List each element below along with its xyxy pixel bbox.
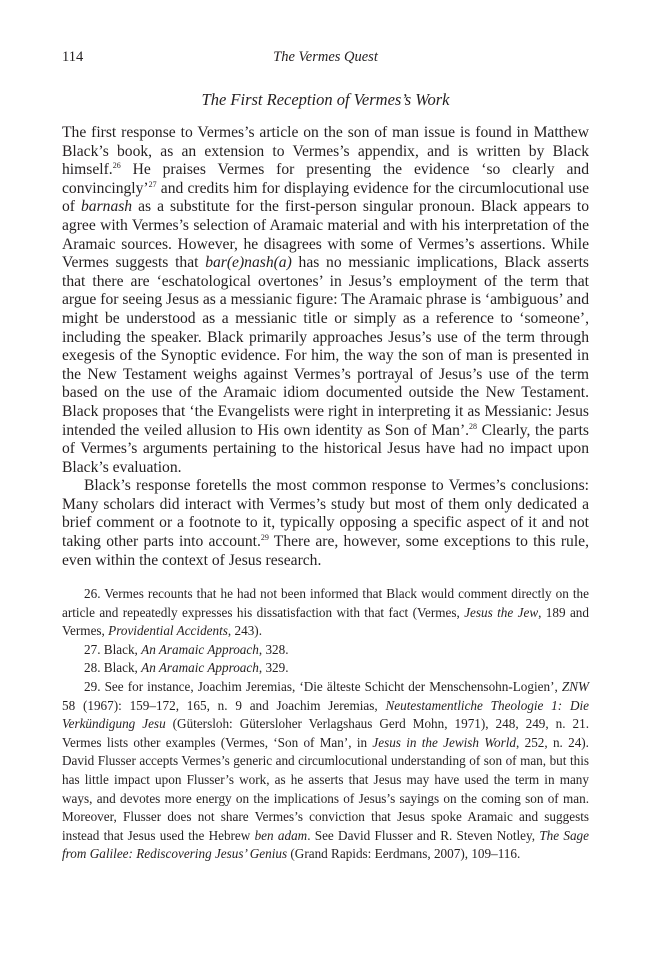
italic-title: Neutestamentliche Theologie 1: Die Verkündigung Jesu [62, 697, 589, 732]
text-run: 28. Black, [84, 660, 142, 676]
footnote-27 [62, 641, 589, 660]
footnote-26 [62, 585, 589, 641]
italic-title: Jesus the Jew [464, 604, 539, 620]
footnote-ref-29[interactable]: 29 [260, 533, 269, 543]
text-run: 58 (1967): 159–172, 165, n. 9 and Joachim Jeremias, [62, 697, 386, 713]
italic-title: Jesus in the Jewish World [372, 734, 517, 750]
text-run: as a substitute for the first-person singular pronoun. Black appears to agree with Vermes’s selection of Aramaic material and with his interpretation of the Aramaic sources. However, he disagrees with some of Vermes’s assertions. While Vermes suggests that [62, 198, 589, 272]
text-run: 26. Vermes recounts that he had not been informed that Black would comment directly on the article and repeatedly expresses his dissatisfaction with that fact (Vermes, [62, 586, 589, 620]
text-run: There are, however, some exceptions to this rule, even within the context of Jesus research. [62, 533, 589, 569]
text-run: has no messianic implications, Black asserts that there are ‘eschatological overtones’ in Jesus’s employment of the term that argue for seeing Jesus as a messianic figure: The Aramaic phrase is ‘ambiguous’ and might be understood as a messianic title or simply as a reference to ‘someone’, including the speaker. Black primarily approaches Jesus’s use of the term through exegesis of the Synoptic evidence. For him, the way the son of man is presented in the New Testament weighs against Vermes’s portrayal of Jesus’s use of the term based on the use of the Aramaic idiom documented outside the New Testament. Black proposes that ‘the Evangelists were right in interpreting it as Messianic: Jesus intended the veiled allusion to His own identity as Son of Man’. [62, 254, 589, 439]
text-run: , 252, n. 24). David Flusser accepts Vermes’s generic and circumlocutional understanding of son of man, but this has little impact upon Flusser’s work, as he asserts that Jesus may have used the term in many ways, and devotes more energy on the implications of Jesus’s sayings on the coming son of man. Moreover, Flusser does not share Vermes’s conviction that Jesus spoke Aramaic and suggests instead that Jesus used the Hebrew [62, 734, 589, 843]
italic-title: Providential Accidents [108, 623, 228, 639]
footnote-28 [62, 659, 589, 678]
italic-title: An Aramaic Approach [141, 641, 259, 657]
footnote-29 [62, 678, 589, 864]
text-run: He praises Vermes for presenting the evidence ‘so clearly and convincingly’ [62, 161, 589, 197]
text-run: (Grand Rapids: Eerdmans, 2007), 109–116. [287, 846, 521, 862]
italic-title: ZNW [561, 678, 589, 694]
running-title: The Vermes Quest [273, 49, 378, 65]
text-run: Clearly, the parts of Vermes’s arguments pertaining to the historical Jesus have had no impact upon Black’s evaluation. [62, 421, 589, 476]
paragraph [62, 124, 589, 477]
footnote-ref-27[interactable]: 27 [148, 179, 157, 189]
text-run: , 243). [227, 623, 262, 639]
italic-title: The Sage from Galilee: Rediscovering Jesus’ Genius [62, 827, 589, 862]
footnote-ref-26[interactable]: 26 [112, 161, 121, 171]
text-run: Black’s response foretells the most common response to Vermes’s conclusions: Many scholars did interact with Vermes’s study but most of them only dedicated a brief comment or a footnote to it, typically opposing a specific aspect of it and not taking other parts into account. [62, 477, 589, 551]
text-run: , 328. [258, 641, 289, 657]
text-run: 27. Black, [84, 641, 142, 657]
italic-term: ben adam [254, 827, 308, 843]
footnotes [62, 585, 589, 864]
paragraph [62, 477, 589, 570]
italic-title: An Aramaic Approach [141, 660, 259, 676]
body-text [62, 124, 589, 570]
text-run: , 329. [258, 660, 289, 676]
text-run: The first response to Vermes’s article on the son of man issue is found in Matthew Black’s book, as an extension to Vermes’s appendix, and is written by Black himself. [62, 124, 589, 179]
text-run: . See David Flusser and R. Steven Notley, [307, 827, 540, 843]
italic-term: bar(e)nash(a) [205, 254, 292, 272]
text-run: 29. See for instance, Joachim Jeremias, ‘Die älteste Schicht der Menschensohn-Logien’, [84, 678, 562, 694]
section-title: The First Reception of Vermes’s Work [201, 90, 450, 109]
page-number: 114 [62, 49, 84, 65]
footnote-ref-28[interactable]: 28 [469, 421, 478, 431]
italic-term: barnash [80, 198, 133, 216]
text-run: and credits him for displaying evidence for the circumlocutional use of [62, 179, 589, 216]
text-run: , 189 and Vermes, [62, 604, 589, 639]
text-run: (Gütersloh: Gütersloher Verlagshaus Gerd Mohn, 1971), 248, 249, n. 21. Vermes lists other examples (Vermes, ‘Son of Man’, in [62, 716, 590, 750]
